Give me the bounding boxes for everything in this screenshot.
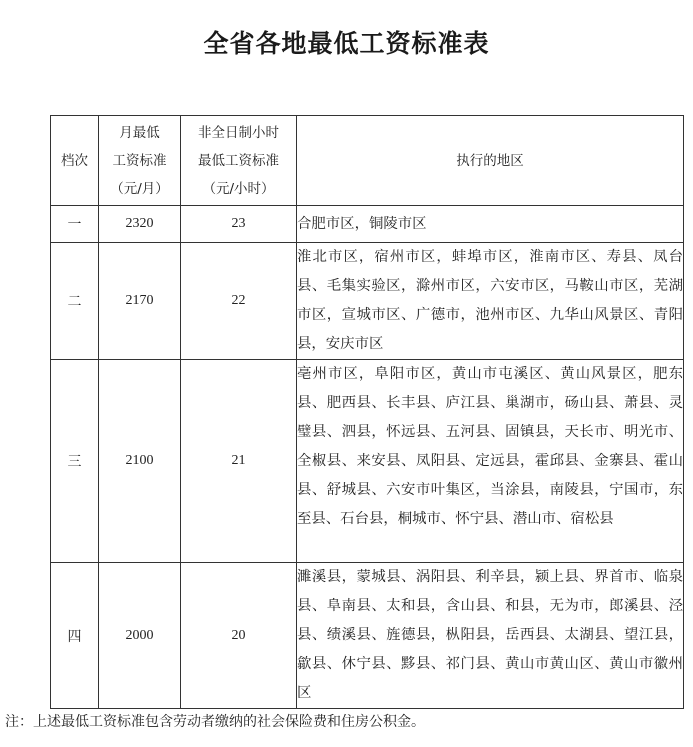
header-tier: 档次	[51, 116, 99, 206]
regions-cell: 濉溪县，蒙城县、涡阳县、利辛县，颍上县、界首市、临泉县、阜南县、太和县，含山县、和县，无为市，郎溪县、泾县、绩溪县、旌德县，枞阳县，岳西县、太湖县、望江县，歙县、休宁县、黟县、祁门县、黄山市黄山区、黄山市徽州区	[297, 563, 684, 709]
minimum-wage-table	[50, 115, 684, 709]
table-row	[51, 206, 684, 243]
header-hourly-line: 最低工资标准	[198, 152, 279, 169]
hourly-wage-cell: 21	[181, 360, 297, 563]
regions-cell: 合肥市区，铜陵市区	[297, 206, 684, 243]
table-header-row	[51, 116, 684, 206]
monthly-wage-cell: 2320	[99, 206, 181, 243]
footnote: 注：上述最低工资标准包含劳动者缴纳的社会保险费和住房公积金。	[5, 714, 425, 730]
monthly-wage-cell: 2000	[99, 563, 181, 709]
table-row	[51, 243, 684, 360]
table-row	[51, 563, 684, 709]
page-title: 全省各地最低工资标准表	[203, 29, 490, 58]
tier-cell: 一	[51, 206, 99, 243]
tier-cell: 四	[51, 563, 99, 709]
hourly-wage-cell: 23	[181, 206, 297, 243]
table-row	[51, 360, 684, 563]
header-monthly-line: （元/月）	[110, 180, 169, 197]
regions-cell: 亳州市区，阜阳市区，黄山市屯溪区、黄山风景区，肥东县、肥西县、长丰县、庐江县、巢湖市，砀山县、萧县、灵璧县、泗县，怀远县、五河县、固镇县，天长市、明光市、全椒县、来安县、凤阳县、定远县，霍邱县、金寨县、霍山县、舒城县、六安市叶集区，当涂县，南陵县，宁国市，东至县、石台县，桐城市、怀宁县、潜山市、宿松县	[297, 360, 684, 563]
hourly-wage-cell: 20	[181, 563, 297, 709]
header-regions: 执行的地区	[297, 116, 684, 206]
monthly-wage-cell: 2170	[99, 243, 181, 360]
header-hourly-line: 非全日制小时	[198, 124, 279, 141]
tier-cell: 三	[51, 360, 99, 563]
header-monthly-line: 月最低	[119, 124, 160, 141]
tier-cell: 二	[51, 243, 99, 360]
hourly-wage-cell: 22	[181, 243, 297, 360]
header-monthly	[99, 116, 181, 206]
header-hourly	[181, 116, 297, 206]
monthly-wage-cell: 2100	[99, 360, 181, 563]
header-monthly-line: 工资标准	[112, 152, 167, 169]
regions-cell: 淮北市区，宿州市区，蚌埠市区，淮南市区、寿县、凤台县、毛集实验区，滁州市区，六安市区，马鞍山市区，芜湖市区，宣城市区、广德市，池州市区、九华山风景区、青阳县，安庆市区	[297, 243, 684, 360]
header-hourly-line: （元/小时）	[202, 180, 275, 197]
